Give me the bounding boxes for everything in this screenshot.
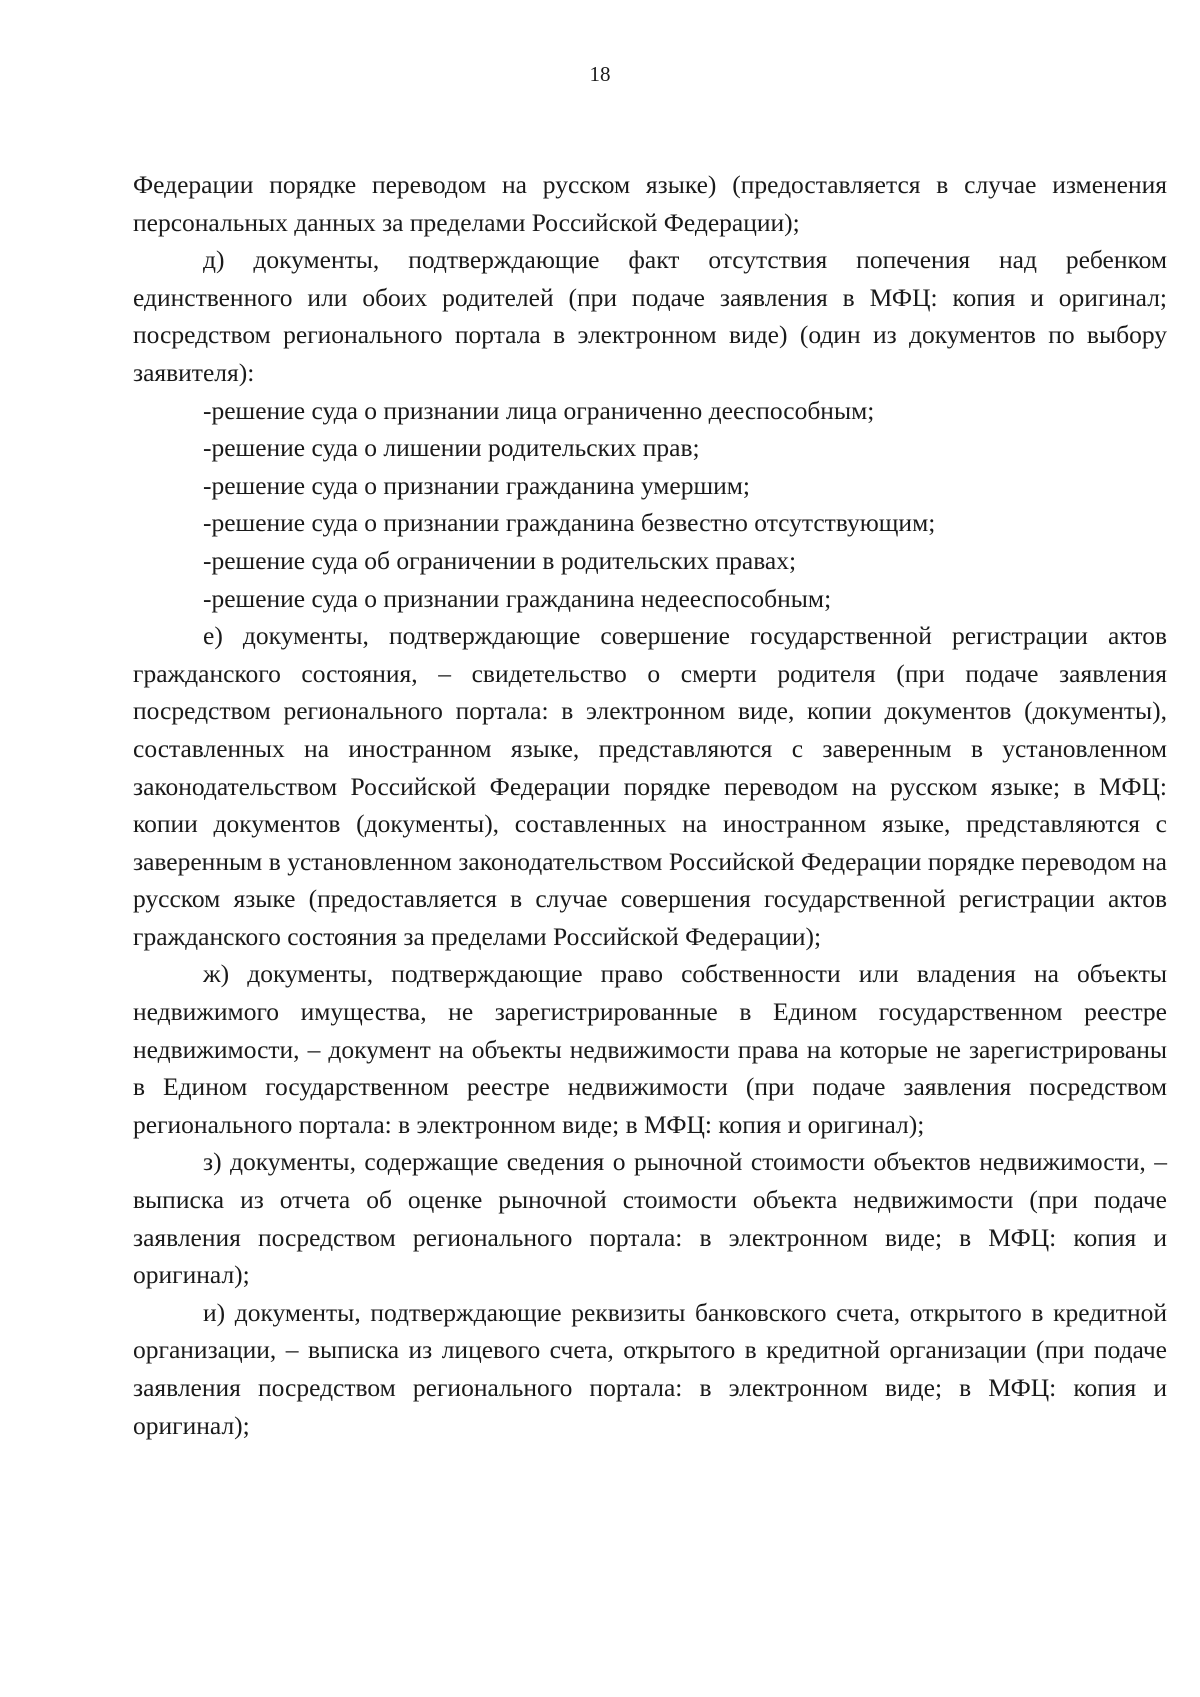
- paragraph-item-z: з) документы, содержащие сведения о рыночной стоимости объектов недвижимости, – выписка из отчета об оценке рыночной стоимости объекта недвижимости (при подаче заявления посредством регионального портала: в электронном виде; в МФЦ: копия и оригинал);: [133, 1147, 1167, 1290]
- list-item-court-decision-2: -решение суда о лишении родительских прав;: [203, 433, 700, 463]
- paragraph-item-i: и) документы, подтверждающие реквизиты банковского счета, открытого в кредитной организации, – выписка из лицевого счета, открытого в кредитной организации (при подаче заявления посредством регионального портала: в электронном виде; в МФЦ: копия и оригинал);: [133, 1297, 1167, 1440]
- list-item-court-decision-3: -решение суда о признании гражданина умершим;: [203, 470, 751, 500]
- list-item-court-decision-6: -решение суда о признании гражданина недееспособным;: [203, 583, 832, 613]
- list-item-court-decision-1: -решение суда о признании лица ограниченно дееспособным;: [203, 395, 875, 425]
- paragraph-item-e: е) документы, подтверждающие совершение государственной регистрации актов гражданского состояния, – свидетельство о смерти родителя (при подаче заявления посредством регионального портала: в электронном виде, копии документов (документы), составленных на иностранном языке, представляются с заверенным в установленном законодательством Российской Федерации порядке переводом на русском языке; в МФЦ: копии документов (документы), составленных на иностранном языке, представляются с заверенным в установленном законодательством Российской Федерации порядке переводом на русском языке (предоставляется в случае совершения государственной регистрации актов гражданского состояния за пределами Российской Федерации);: [133, 621, 1167, 951]
- page-number: 18: [589, 62, 611, 86]
- paragraph-continuation: Федерации порядке переводом на русском языке) (предоставляется в случае изменения персональных данных за пределами Российской Федерации);: [133, 170, 1167, 237]
- list-item-court-decision-4: -решение суда о признании гражданина безвестно отсутствующим;: [203, 508, 936, 538]
- paragraph-item-d: д) документы, подтверждающие факт отсутствия попечения над ребенком единственного или обоих родителей (при подаче заявления в МФЦ: копия и оригинал; посредством регионального портала в электронном виде) (один из документов по выбору заявителя):: [133, 245, 1167, 387]
- list-item-court-decision-5: -решение суда об ограничении в родительских правах;: [203, 545, 797, 575]
- paragraph-item-zh: ж) документы, подтверждающие право собственности или владения на объекты недвижимого имущества, не зарегистрированные в Едином государственном реестре недвижимости, – документ на объекты недвижимости права на которые не зарегистрированы в Едином государственном реестре недвижимости (при подаче заявления посредством регионального портала: в электронном виде; в МФЦ: копия и оригинал);: [133, 959, 1167, 1139]
- document-body: [133, 166, 1167, 1444]
